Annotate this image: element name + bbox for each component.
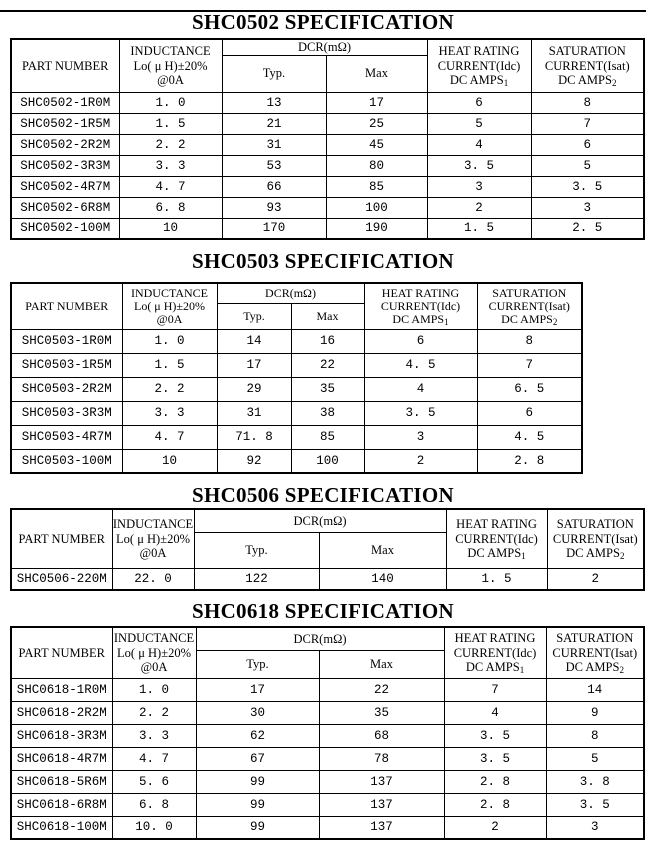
part-number-cell: SHC0502-100M	[11, 218, 119, 239]
value-cell: 35	[291, 377, 364, 401]
value-cell: 38	[291, 401, 364, 425]
dc-amps-label: DC AMPS	[566, 546, 620, 560]
inductance-label-line: @0A	[157, 73, 184, 87]
value-cell: 4. 7	[122, 425, 217, 449]
value-cell: 3. 5	[444, 747, 546, 770]
value-cell: 9	[546, 701, 644, 724]
value-cell: 6. 8	[119, 197, 222, 218]
table-row	[11, 816, 644, 839]
value-cell: 2	[364, 449, 477, 473]
value-cell: 17	[326, 92, 427, 113]
col-header-dcr-max: Max	[319, 532, 446, 568]
value-cell: 4. 5	[364, 353, 477, 377]
spec-table-shc0506	[10, 508, 645, 591]
col-header-dcr-typ: Typ.	[217, 303, 291, 329]
value-cell: 85	[291, 425, 364, 449]
value-cell: 3. 5	[444, 724, 546, 747]
col-header-saturation-current	[547, 509, 644, 568]
col-header-saturation-current	[546, 627, 644, 678]
saturation-label-line: CURRENT(Isat)	[552, 645, 638, 660]
saturation-label-line: SATURATION	[492, 285, 567, 300]
col-header-heat-rating-current	[446, 509, 547, 568]
value-cell: 2. 8	[477, 449, 582, 473]
dc-amps-subscript: 2	[619, 665, 624, 675]
saturation-label-line: SATURATION	[556, 517, 634, 531]
value-cell: 2. 5	[531, 218, 644, 239]
dc-amps-subscript: 1	[519, 665, 525, 675]
table-row	[11, 353, 582, 377]
dc-amps-label: DC AMPS	[501, 311, 553, 326]
value-cell: 80	[326, 155, 427, 176]
spec-table-shc0618	[10, 626, 645, 840]
heat-rating-amps-line	[445, 660, 546, 675]
part-number-cell: SHC0502-3R3M	[11, 155, 119, 176]
part-number-cell: SHC0618-3R3M	[11, 724, 112, 747]
spec-section-shc0502	[0, 11, 646, 240]
value-cell: 8	[531, 92, 644, 113]
table-row	[11, 329, 582, 353]
col-header-dcr-typ: Typ.	[222, 55, 326, 92]
heat-rating-amps-line	[447, 546, 547, 561]
value-cell: 99	[196, 816, 319, 839]
value-cell: 4	[427, 134, 531, 155]
heat-rating-label-line: CURRENT(Idc)	[453, 645, 537, 660]
table-body	[11, 678, 644, 839]
dc-amps-subscript: 2	[552, 316, 558, 327]
table-row	[11, 425, 582, 449]
value-cell: 6	[531, 134, 644, 155]
heat-rating-label-line: CURRENT(Idc)	[437, 58, 521, 73]
value-cell: 6. 5	[477, 377, 582, 401]
table-row	[11, 218, 644, 239]
header-row-top	[11, 283, 582, 303]
value-cell: 35	[319, 701, 444, 724]
value-cell: 85	[326, 176, 427, 197]
value-cell: 7	[477, 353, 582, 377]
saturation-amps-line	[548, 546, 644, 561]
value-cell: 4	[444, 701, 546, 724]
table-row	[11, 377, 582, 401]
value-cell: 5	[427, 113, 531, 134]
part-number-cell: SHC0618-5R6M	[11, 770, 112, 793]
table-row	[11, 568, 644, 590]
table-row	[11, 701, 644, 724]
value-cell: 10. 0	[112, 816, 196, 839]
table-header	[11, 509, 644, 568]
inductance-label-line: @0A	[140, 660, 168, 674]
table-row	[11, 401, 582, 425]
heat-rating-amps-line	[365, 313, 477, 326]
col-header-dcr-typ: Typ.	[196, 650, 319, 678]
value-cell: 22. 0	[112, 568, 194, 590]
table-row	[11, 92, 644, 113]
col-header-inductance	[122, 283, 217, 329]
value-cell: 45	[326, 134, 427, 155]
part-number-cell: SHC0502-2R2M	[11, 134, 119, 155]
dc-amps-label: DC AMPS	[558, 73, 612, 87]
value-cell: 2. 8	[444, 793, 546, 816]
value-cell: 6	[427, 92, 531, 113]
part-number-cell: SHC0503-4R7M	[11, 425, 122, 449]
table-row	[11, 770, 644, 793]
value-cell: 3	[427, 176, 531, 197]
table-body	[11, 92, 644, 239]
section-title-shc0506: SHC0506 SPECIFICATION	[191, 483, 455, 507]
col-header-dcr-max: Max	[326, 55, 427, 92]
part-number-cell: SHC0506-220M	[11, 568, 112, 590]
value-cell: 140	[319, 568, 446, 590]
inductance-label-line: INDUCTANCE	[112, 517, 194, 531]
col-header-dcr: DCR(mΩ)	[222, 39, 427, 55]
value-cell: 25	[326, 113, 427, 134]
value-cell: 170	[222, 218, 326, 239]
value-cell: 93	[222, 197, 326, 218]
value-cell: 21	[222, 113, 326, 134]
spec-section-shc0618	[0, 600, 646, 840]
value-cell: 3. 5	[427, 155, 531, 176]
table-row	[11, 134, 644, 155]
value-cell: 100	[291, 449, 364, 473]
value-cell: 22	[291, 353, 364, 377]
table-body	[11, 568, 644, 590]
value-cell: 5	[531, 155, 644, 176]
col-header-heat-rating-current	[427, 39, 531, 92]
dc-amps-subscript: 1	[444, 316, 449, 327]
value-cell: 190	[326, 218, 427, 239]
value-cell: 3. 5	[364, 401, 477, 425]
part-number-cell: SHC0618-2R2M	[11, 701, 112, 724]
dc-amps-label: DC AMPS	[465, 660, 520, 674]
value-cell: 3. 3	[119, 155, 222, 176]
value-cell: 62	[196, 724, 319, 747]
value-cell: 78	[319, 747, 444, 770]
inductance-label-line: @0A	[156, 311, 183, 326]
dc-amps-label: DC AMPS	[449, 73, 504, 87]
heat-rating-label-line: HEAT RATING	[438, 44, 520, 58]
table-row	[11, 678, 644, 701]
value-cell: 16	[291, 329, 364, 353]
inductance-label-line: Lo( μ H)±20%	[117, 645, 191, 660]
section-title-shc0618: SHC0618 SPECIFICATION	[191, 599, 455, 623]
heat-rating-label-line: HEAT RATING	[381, 285, 460, 300]
value-cell: 68	[319, 724, 444, 747]
dc-amps-label: DC AMPS	[392, 311, 445, 326]
col-header-part-number: PART NUMBER	[11, 283, 122, 329]
value-cell: 3. 8	[546, 770, 644, 793]
col-header-saturation-current	[477, 283, 582, 329]
value-cell: 100	[326, 197, 427, 218]
inductance-label-line: @0A	[139, 546, 167, 560]
inductance-label-line: Lo( μ H)±20%	[133, 298, 205, 313]
value-cell: 4. 5	[477, 425, 582, 449]
dc-amps-subscript: 2	[611, 78, 617, 88]
col-header-inductance	[119, 39, 222, 92]
saturation-amps-line	[532, 73, 644, 88]
dc-amps-label: DC AMPS	[565, 660, 620, 674]
section-title-shc0503: SHC0503 SPECIFICATION	[191, 249, 455, 273]
part-number-cell: SHC0618-4R7M	[11, 747, 112, 770]
spec-table-shc0502	[10, 38, 645, 240]
part-number-cell: SHC0503-1R0M	[11, 329, 122, 353]
value-cell: 17	[217, 353, 291, 377]
value-cell: 1. 5	[446, 568, 547, 590]
value-cell: 4. 7	[112, 747, 196, 770]
heat-rating-label-line: HEAT RATING	[456, 517, 537, 531]
saturation-label-line: CURRENT(Isat)	[488, 298, 570, 313]
col-header-dcr-max: Max	[319, 650, 444, 678]
value-cell: 99	[196, 793, 319, 816]
value-cell: 31	[217, 401, 291, 425]
heat-rating-label-line: HEAT RATING	[454, 631, 536, 645]
value-cell: 3. 3	[112, 724, 196, 747]
value-cell: 1. 5	[119, 113, 222, 134]
inductance-label-line: INDUCTANCE	[130, 285, 209, 300]
value-cell: 17	[196, 678, 319, 701]
value-cell: 1. 0	[119, 92, 222, 113]
col-header-heat-rating-current	[444, 627, 546, 678]
value-cell: 22	[319, 678, 444, 701]
value-cell: 2	[427, 197, 531, 218]
inductance-label-line: INDUCTANCE	[130, 44, 211, 58]
inductance-label-line: Lo( μ H)±20%	[133, 58, 208, 73]
value-cell: 14	[217, 329, 291, 353]
part-number-cell: SHC0502-6R8M	[11, 197, 119, 218]
section-title-shc0502: SHC0502 SPECIFICATION	[191, 10, 455, 34]
col-header-part-number: PART NUMBER	[11, 39, 119, 92]
value-cell: 29	[217, 377, 291, 401]
value-cell: 5. 6	[112, 770, 196, 793]
table-row	[11, 747, 644, 770]
spec-table-shc0503	[10, 282, 583, 474]
value-cell: 1. 0	[112, 678, 196, 701]
col-header-dcr-max: Max	[291, 303, 364, 329]
dc-amps-subscript: 1	[503, 78, 509, 88]
value-cell: 2. 2	[119, 134, 222, 155]
inductance-label-line: Lo( μ H)±20%	[116, 531, 190, 546]
part-number-cell: SHC0502-1R5M	[11, 113, 119, 134]
value-cell: 6	[364, 329, 477, 353]
part-number-cell: SHC0503-3R3M	[11, 401, 122, 425]
value-cell: 31	[222, 134, 326, 155]
value-cell: 66	[222, 176, 326, 197]
value-cell: 4	[364, 377, 477, 401]
value-cell: 10	[119, 218, 222, 239]
dc-amps-label: DC AMPS	[467, 546, 522, 560]
table-header	[11, 283, 582, 329]
table-header	[11, 39, 644, 92]
part-number-cell: SHC0618-6R8M	[11, 793, 112, 816]
part-number-cell: SHC0618-100M	[11, 816, 112, 839]
heat-rating-label-line: CURRENT(Idc)	[380, 298, 461, 313]
value-cell: 2. 2	[122, 377, 217, 401]
spec-section-shc0503	[0, 250, 646, 474]
part-number-cell: SHC0502-1R0M	[11, 92, 119, 113]
value-cell: 6	[477, 401, 582, 425]
part-number-cell: SHC0503-100M	[11, 449, 122, 473]
value-cell: 2. 8	[444, 770, 546, 793]
table-row	[11, 449, 582, 473]
value-cell: 10	[122, 449, 217, 473]
saturation-label-line: CURRENT(Isat)	[552, 531, 638, 546]
value-cell: 71. 8	[217, 425, 291, 449]
part-number-cell: SHC0502-4R7M	[11, 176, 119, 197]
value-cell: 2	[444, 816, 546, 839]
value-cell: 67	[196, 747, 319, 770]
value-cell: 3	[531, 197, 644, 218]
col-header-dcr: DCR(mΩ)	[196, 627, 444, 650]
value-cell: 92	[217, 449, 291, 473]
value-cell: 137	[319, 793, 444, 816]
saturation-label-line: SATURATION	[556, 631, 634, 645]
table-row	[11, 197, 644, 218]
value-cell: 8	[477, 329, 582, 353]
value-cell: 1. 5	[427, 218, 531, 239]
heat-rating-label-line: CURRENT(Idc)	[455, 531, 538, 546]
table-row	[11, 724, 644, 747]
table-row	[11, 113, 644, 134]
inductance-label-line: INDUCTANCE	[113, 631, 195, 645]
header-row-top	[11, 39, 644, 55]
spec-section-shc0506	[0, 484, 646, 591]
header-row-top	[11, 509, 644, 532]
value-cell: 2	[547, 568, 644, 590]
dc-amps-subscript: 1	[521, 551, 526, 561]
col-header-part-number: PART NUMBER	[11, 627, 112, 678]
value-cell: 122	[194, 568, 319, 590]
saturation-label-line: CURRENT(Isat)	[544, 58, 630, 73]
value-cell: 3. 5	[531, 176, 644, 197]
value-cell: 2. 2	[112, 701, 196, 724]
value-cell: 137	[319, 816, 444, 839]
table-row	[11, 793, 644, 816]
value-cell: 30	[196, 701, 319, 724]
table-row	[11, 176, 644, 197]
saturation-label-line: SATURATION	[548, 44, 626, 58]
part-number-cell: SHC0503-1R5M	[11, 353, 122, 377]
saturation-amps-line	[547, 660, 644, 675]
col-header-inductance	[112, 627, 196, 678]
heat-rating-amps-line	[428, 73, 531, 88]
part-number-cell: SHC0618-1R0M	[11, 678, 112, 701]
saturation-amps-line	[478, 313, 582, 326]
col-header-inductance	[112, 509, 194, 568]
col-header-heat-rating-current	[364, 283, 477, 329]
value-cell: 3. 3	[122, 401, 217, 425]
value-cell: 53	[222, 155, 326, 176]
value-cell: 4. 7	[119, 176, 222, 197]
header-row-top	[11, 627, 644, 650]
col-header-dcr-typ: Typ.	[194, 532, 319, 568]
col-header-dcr: DCR(mΩ)	[194, 509, 446, 532]
value-cell: 8	[546, 724, 644, 747]
table-body	[11, 329, 582, 473]
value-cell: 1. 0	[122, 329, 217, 353]
col-header-dcr: DCR(mΩ)	[217, 283, 364, 303]
value-cell: 1. 5	[122, 353, 217, 377]
table-row	[11, 155, 644, 176]
table-header	[11, 627, 644, 678]
value-cell: 7	[444, 678, 546, 701]
value-cell: 137	[319, 770, 444, 793]
dc-amps-subscript: 2	[619, 551, 625, 561]
value-cell: 5	[546, 747, 644, 770]
value-cell: 7	[531, 113, 644, 134]
value-cell: 3	[546, 816, 644, 839]
value-cell: 6. 8	[112, 793, 196, 816]
value-cell: 99	[196, 770, 319, 793]
col-header-saturation-current	[531, 39, 644, 92]
value-cell: 13	[222, 92, 326, 113]
col-header-part-number: PART NUMBER	[11, 509, 112, 568]
value-cell: 3. 5	[546, 793, 644, 816]
value-cell: 3	[364, 425, 477, 449]
value-cell: 14	[546, 678, 644, 701]
part-number-cell: SHC0503-2R2M	[11, 377, 122, 401]
